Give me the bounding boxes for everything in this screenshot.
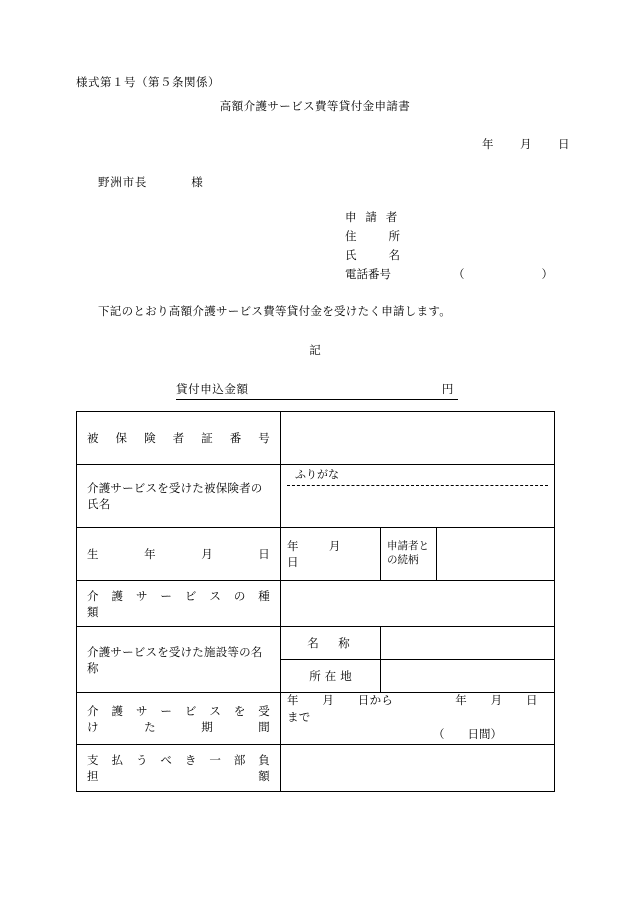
row-label-birthdate (77, 528, 281, 581)
period-to: 年 月 日まで (287, 695, 538, 724)
birthdate-input[interactable] (281, 528, 381, 581)
application-table (76, 411, 555, 792)
facility-name-label: 名 称 (281, 627, 381, 660)
applicant-block (345, 209, 571, 285)
facility-name-input[interactable] (381, 627, 555, 660)
facility-address-label: 所在地 (281, 660, 381, 693)
row-label-copayment (77, 745, 281, 792)
date-day-label: 日 (558, 139, 570, 151)
date-year-label: 年 (482, 139, 494, 151)
row-label-text: 生 年 月 日 (87, 549, 270, 561)
name-label: 氏 名 (345, 250, 403, 262)
row-label-text: 支 払 う べ き 一 部 負 担 額 (87, 755, 282, 783)
birth-day-label: 日 (287, 557, 299, 569)
phone-value: （ ） (453, 269, 571, 281)
period-from: 年 月 日から (287, 695, 394, 707)
relation-input[interactable] (437, 528, 555, 581)
form-number: 様式第１号（第５条関係） (76, 77, 220, 89)
insured-name-input[interactable] (287, 486, 548, 527)
service-period-input[interactable] (281, 693, 555, 745)
row-value-copayment[interactable] (281, 745, 555, 792)
address-row (345, 228, 571, 247)
table-row (77, 627, 555, 660)
relation-label: 申請者との続柄 (381, 528, 437, 581)
row-label-insurance-number (77, 412, 281, 465)
addressee-name: 野洲市長 (98, 177, 148, 189)
row-value-insurance-number[interactable] (281, 412, 555, 465)
loan-amount-unit: 円 (441, 384, 454, 396)
addressee (98, 174, 204, 190)
table-row (77, 528, 555, 581)
row-value-insured-name (281, 465, 555, 528)
name-row (345, 247, 571, 266)
furigana-label: ふりがな (287, 465, 548, 486)
row-label-service-type (77, 581, 281, 627)
birth-year-label: 年 (287, 541, 299, 553)
row-label-insured-name (77, 465, 281, 528)
table-row (77, 745, 555, 792)
addressee-honorific: 様 (191, 177, 204, 189)
table-row (77, 465, 555, 528)
table-row (77, 581, 555, 627)
birth-month-label: 月 (328, 541, 341, 553)
row-label-text: 介護サービスを受けた施設等の名称 (87, 646, 263, 675)
applicant-row (345, 209, 571, 228)
table-row (77, 412, 555, 465)
row-label-text: 被 保 険 者 証 番 号 (87, 433, 270, 445)
table-row (77, 693, 555, 745)
row-label-service-period (77, 693, 281, 745)
row-label-text: 介 護 サ ー ビ ス を 受 け た 期 間 (87, 705, 282, 734)
loan-amount-label: 貸付申込金額 (176, 384, 249, 396)
row-value-service-type[interactable] (281, 581, 555, 627)
loan-amount-field (176, 381, 458, 400)
facility-address-input[interactable] (381, 660, 555, 693)
period-days: （ 日間） (433, 729, 503, 741)
phone-label: 電話番号 (345, 269, 391, 281)
date-month-label: 月 (520, 139, 532, 151)
row-label-text: 介 護 サ ー ビ ス の 種 類 (87, 590, 282, 619)
statement-text: 下記のとおり高額介護サービス費等貸付金を受けたく申請します。 (98, 306, 452, 318)
applicant-label: 申 請 者 (345, 212, 401, 224)
row-label-text: 介護サービスを受けた被保険者の氏名 (87, 483, 263, 511)
ki-mark: 記 (309, 345, 321, 357)
phone-row (345, 266, 571, 285)
date-line (0, 136, 570, 152)
row-label-facility (77, 627, 281, 693)
page-title: 高額介護サービス費等貸付金申請書 (219, 101, 411, 113)
address-label: 住 所 (345, 231, 403, 243)
